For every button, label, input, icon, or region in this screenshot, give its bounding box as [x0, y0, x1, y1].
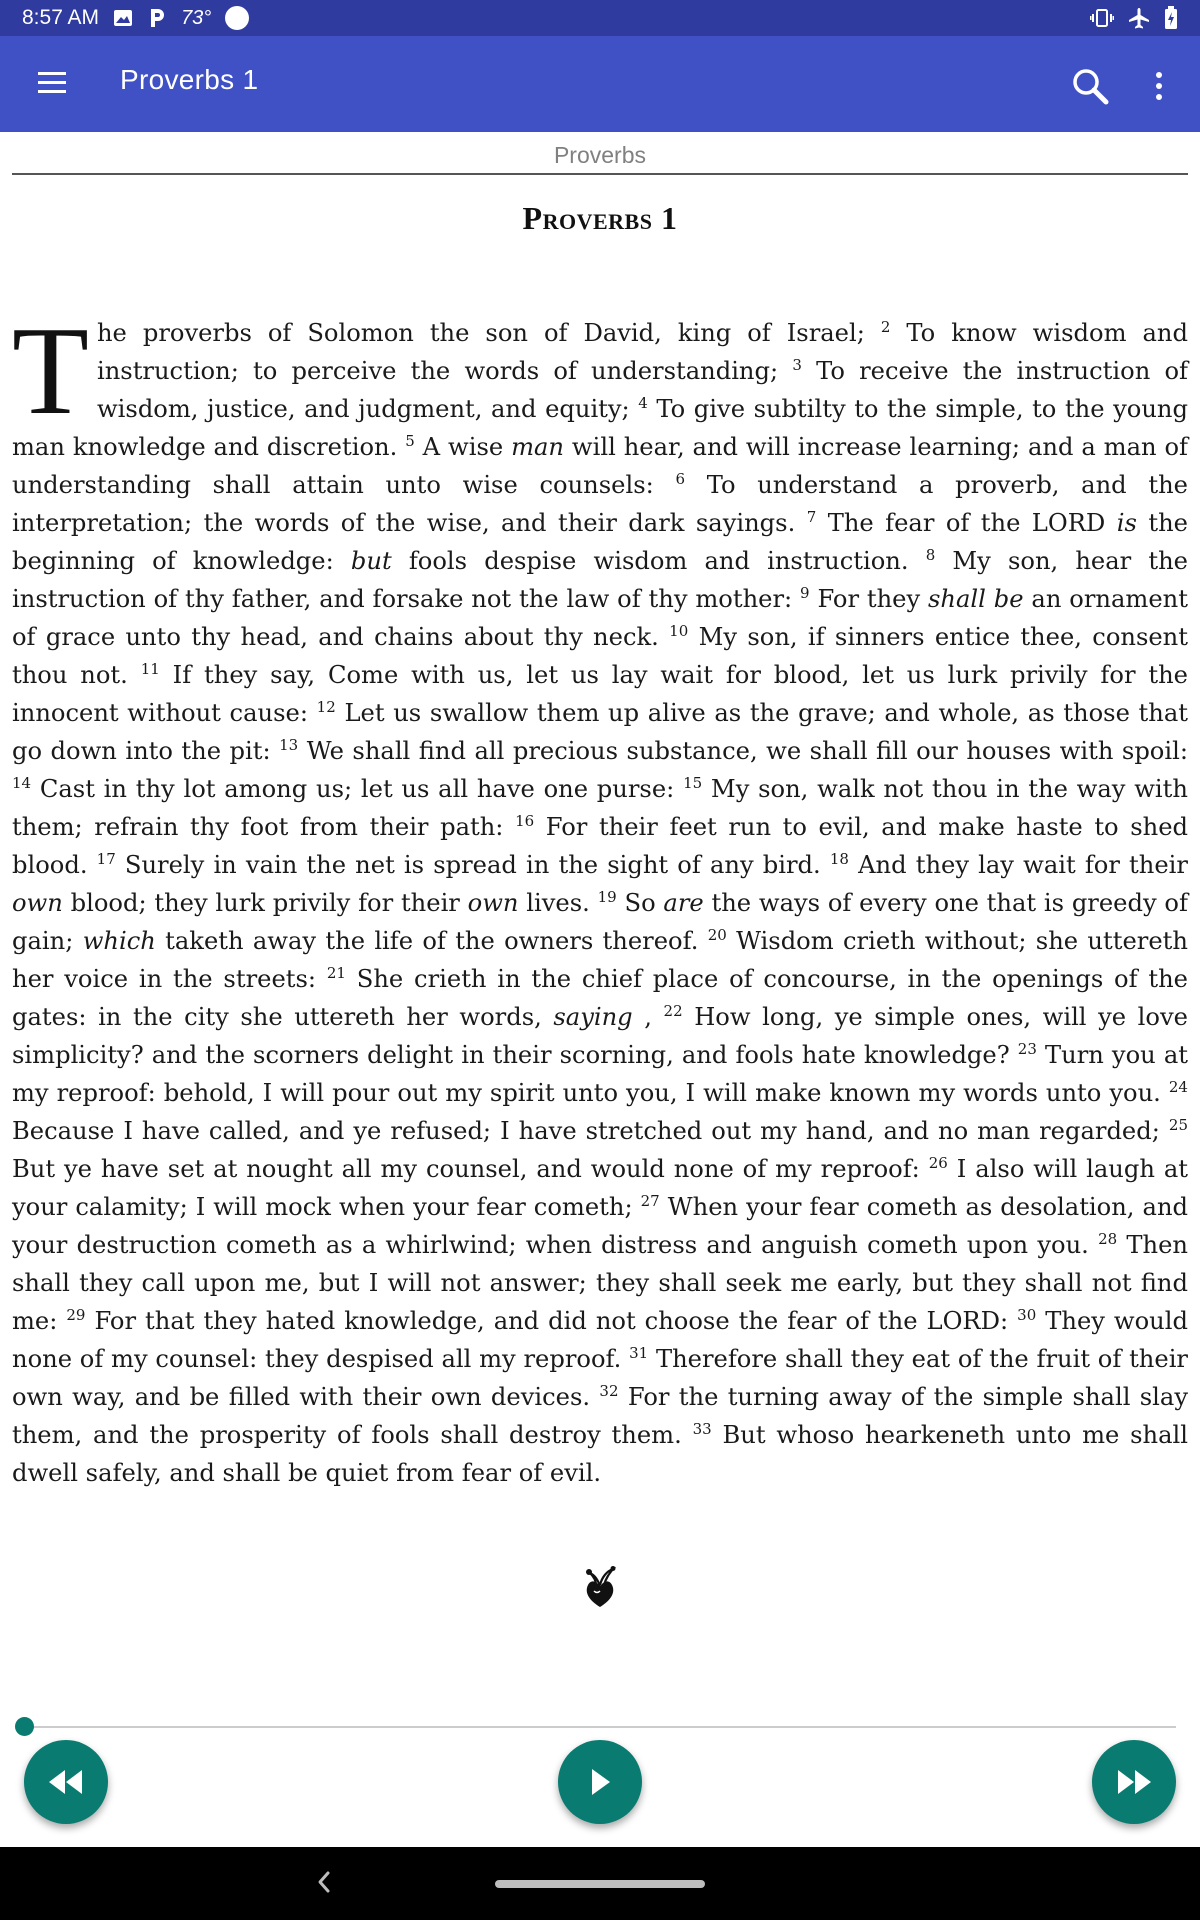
verse [271, 737, 1188, 765]
nav-back-icon[interactable] [312, 1867, 336, 1897]
verse-number: 27 [640, 1191, 660, 1210]
verse-text: Therefore shall they eat of the fruit of their own way, and be filled with their own devices. [12, 1345, 1188, 1411]
verse-text: For the turning away of the simple shall slay them, and the prosperity of fools shall destroy them. [12, 1383, 1188, 1449]
verse-italic-text: shall be [928, 585, 1024, 613]
verse-number: 15 [683, 773, 703, 792]
verse-italic-text: saying [553, 1003, 633, 1031]
verse-number: 26 [928, 1153, 948, 1172]
fast-forward-button[interactable] [1092, 1740, 1176, 1824]
verse-text: But ye have set at nought all my counsel, and would none of my reproof: [12, 1155, 920, 1183]
fast-forward-icon [1114, 1768, 1154, 1796]
verse-text: Cast in thy lot among us; let us all have one purse: [39, 775, 675, 803]
verse-number: 11 [140, 659, 160, 678]
verse-text: But whoso hearkeneth unto me shall dwell safely, and shall be quiet from fear of evil. [12, 1421, 1188, 1487]
verse-text: To give subtilty to the simple, to the young man knowledge and discretion. [12, 395, 1188, 461]
rewind-icon [46, 1768, 86, 1796]
page-title: Proverbs 1 [120, 64, 259, 95]
status-time: 8:57 AM [22, 6, 100, 29]
vibrate-icon [1090, 8, 1114, 28]
verse-text: A wise [422, 433, 504, 461]
system-nav-bar [0, 1847, 1200, 1920]
verse-number: 25 [1168, 1115, 1188, 1134]
verse-text: If they say, Come with us, let us lay wait for blood, let us lurk privily for the innocent without cause: [12, 661, 1188, 727]
verse-number: 22 [663, 1001, 683, 1020]
verse-text: Let us swallow them up alive as the grave; and whole, as those that go down into the pit: [12, 699, 1188, 765]
verse-text: fools despise wisdom and instruction. [408, 547, 909, 575]
verse-number: 14 [12, 773, 32, 792]
verse-number: 7 [806, 507, 817, 526]
book-name: Proverbs [553, 142, 647, 168]
verse-number: 6 [675, 469, 686, 488]
verse-text: We shall find all precious substance, we shall fill our houses with spoil: [306, 737, 1188, 765]
verse-number: 23 [1017, 1039, 1037, 1058]
verse-text: To know wisdom and instruction; to perceive the words of understanding; [96, 319, 1188, 385]
verse-number: 31 [629, 1343, 649, 1362]
verse-number: 17 [96, 849, 116, 868]
verse-number: 30 [1017, 1305, 1037, 1324]
verse-text: Then shall they call upon me, but I will not answer; they shall seek me early, but they shall not find me: [12, 1231, 1188, 1335]
play-button[interactable] [558, 1740, 642, 1824]
verse-text: They would none of my counsel: they despised all my reproof. [12, 1307, 1188, 1373]
verse-text: So [624, 889, 656, 917]
verse-text: taketh away the life of the owners thereof. [165, 927, 699, 955]
verse-text: Wisdom crieth without; she uttereth her voice in the streets: [12, 927, 1188, 993]
airplane-mode-icon [1128, 7, 1150, 29]
verse-text: For their feet run to evil, and make haste to shed blood. [12, 813, 1189, 879]
verse-number: 10 [669, 621, 689, 640]
seek-thumb[interactable] [15, 1717, 34, 1736]
verse-number: 3 [792, 355, 802, 374]
verse-italic-text: is [1116, 509, 1137, 537]
verse-number: 19 [597, 887, 617, 906]
verse-number: 5 [405, 431, 415, 450]
verse-italic-text: own [12, 889, 63, 917]
floral-ornament-icon [580, 1565, 620, 1609]
verse-number: 13 [279, 735, 299, 754]
home-pill-icon[interactable] [495, 1880, 705, 1888]
chapter-title: Proverbs 1 [522, 200, 678, 236]
verse-number: 33 [692, 1419, 712, 1438]
verse-number: 16 [515, 811, 535, 830]
verse-text: will hear, and will increase learning; and a man of understanding shall attain unto wise counsels: [12, 433, 1188, 499]
verse-text: When your fear cometh as desolation, and your destruction cometh as a whirlwind; when distress and anguish cometh upon you. [12, 1193, 1188, 1259]
divider [12, 173, 1188, 175]
verse [88, 851, 821, 879]
drop-cap: T [12, 302, 89, 441]
verse-text: My son, if sinners entice thee, consent thou not. [12, 623, 1188, 689]
status-temperature: 73° [181, 6, 212, 29]
verse-number: 20 [707, 925, 727, 944]
verse-text: To receive the instruction of wisdom, justice, and judgment, and equity; [96, 357, 1188, 423]
verse-list [12, 302, 1189, 1487]
verse-text: My son, walk not thou in the way with them; refrain thy foot from their path: [12, 775, 1188, 841]
verse [12, 775, 674, 803]
image-icon [113, 8, 133, 28]
verse-text: blood; they lurk privily for their [70, 889, 460, 917]
verse-text: And they lay wait for their [858, 851, 1188, 879]
verse-italic-text: which [82, 927, 156, 955]
audio-seek-bar[interactable] [24, 1726, 1176, 1728]
verse-number: 32 [599, 1381, 619, 1400]
menu-icon[interactable] [38, 66, 70, 102]
verse-text: My son, hear the instruction of thy father, and forsake not the law of thy mother: [12, 547, 1188, 613]
verse-text: Because I have called, and ye refused; I have stretched out my hand, and no man regarded; [12, 1117, 1160, 1145]
verse-text: How long, ye simple ones, will ye love simplicity? and the scorners delight in their scorning, and fools hate knowledge? [12, 1003, 1188, 1069]
verse [57, 1307, 1008, 1335]
verse-text: For that they hated knowledge, and did not choose the fear of the LORD: [94, 1307, 1009, 1335]
verse-number: 24 [1168, 1077, 1188, 1096]
verse-italic-text: but [350, 547, 392, 575]
verse-text: The fear of the LORD [827, 509, 1106, 537]
verse-text: , [644, 1003, 652, 1031]
verse-italic-text: are [663, 889, 704, 917]
verse-1-text: he proverbs of Solomon the son of David, king of Israel; [96, 319, 865, 347]
verse-number: 2 [880, 317, 891, 336]
status-bar [0, 0, 1200, 36]
app-bar [0, 36, 1200, 132]
verse-text: the ways of every one that is greedy of gain; [12, 889, 1188, 955]
verse-number: 21 [326, 963, 346, 982]
verse-italic-text: own [467, 889, 519, 917]
verse-text: For they [817, 585, 921, 613]
verse-text: Turn you at my reproof: behold, I will pour out my spirit unto you, I will make known my words unto you. [12, 1041, 1188, 1107]
rewind-button[interactable] [24, 1740, 108, 1824]
verse-number: 18 [829, 849, 849, 868]
verse-number: 28 [1098, 1229, 1118, 1248]
verse-text: To understand a proverb, and the interpretation; the words of the wise, and their dark sayings. [12, 471, 1188, 537]
verse-number: 8 [925, 545, 936, 564]
verse-number: 12 [316, 697, 336, 716]
verse-text: the beginning of knowledge: [12, 509, 1188, 575]
verse-text: lives. [526, 889, 590, 917]
verse-number: 4 [638, 393, 648, 412]
verse-text: an ornament of grace unto thy head, and chains about thy neck. [12, 585, 1188, 651]
verse-text: Surely in vain the net is spread in the sight of any bird. [124, 851, 821, 879]
play-icon [587, 1767, 613, 1797]
parking-icon [147, 7, 167, 29]
chapter-text [12, 302, 1189, 1492]
more-vert-icon[interactable] [1154, 66, 1164, 106]
circle-icon [225, 6, 249, 30]
search-icon[interactable] [1070, 66, 1110, 106]
battery-icon [1164, 6, 1178, 30]
verse-number: 9 [800, 583, 810, 602]
verse-italic-text: man [511, 433, 565, 461]
verse-text: She crieth in the chief place of concourse, in the openings of the gates: in the city she uttereth her words, [12, 965, 1188, 1031]
verse-text: I also will laugh at your calamity; I will mock when your fear cometh; [12, 1155, 1188, 1221]
verse-number: 29 [66, 1305, 86, 1324]
